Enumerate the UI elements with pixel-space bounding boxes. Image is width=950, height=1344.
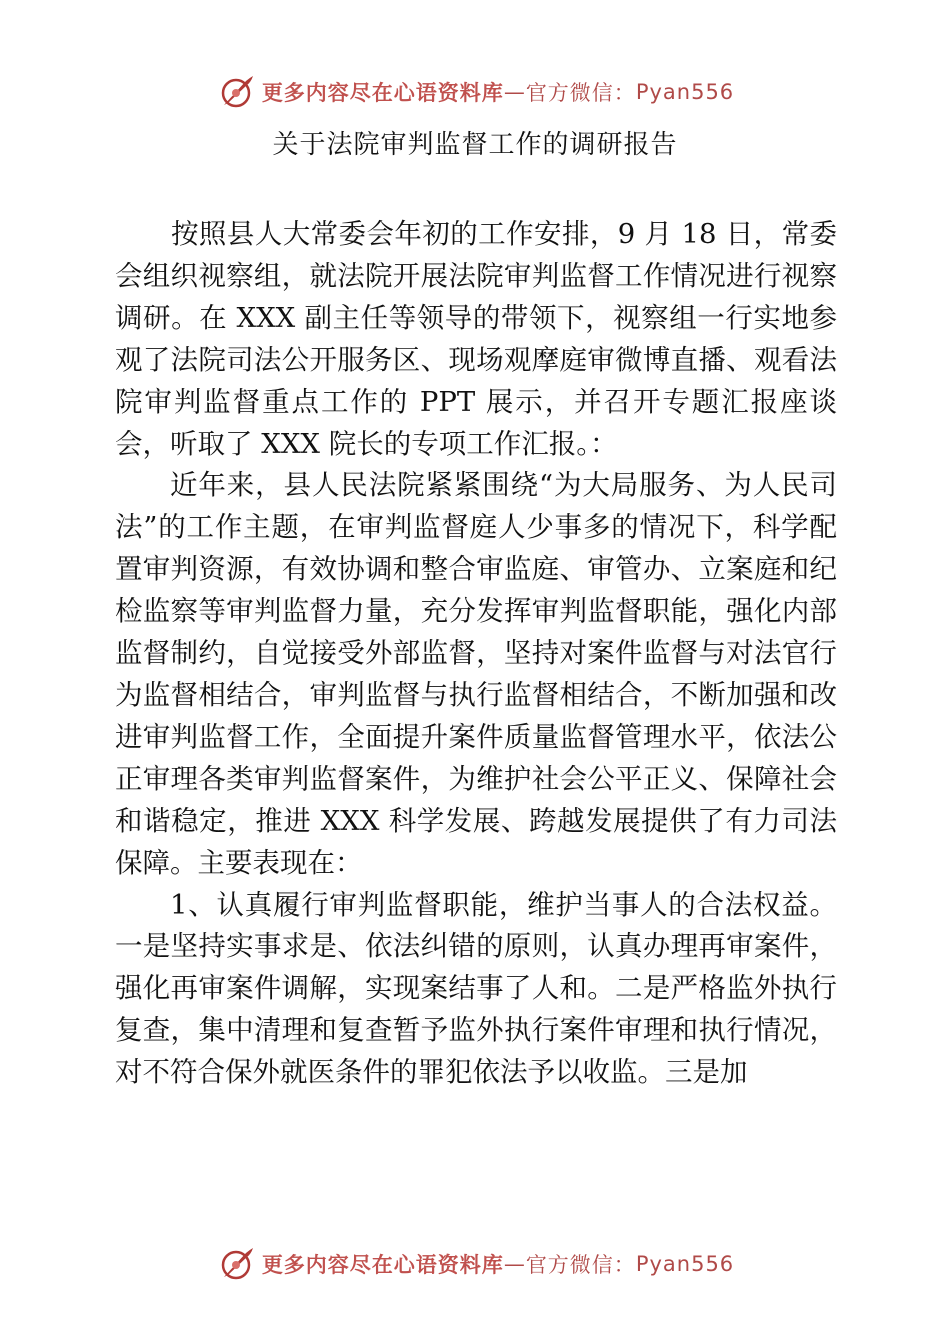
footer-contact-label: 官方微信：: [525, 1253, 636, 1277]
header-contact-label: 官方微信：: [525, 81, 636, 105]
header-contact-id: Pyan556: [635, 80, 735, 104]
paragraph: 按照县人大常委会年初的工作安排，9 月 18 日，常委会组织视察组，就法院开展法院审判监督工作情况进行视察调研。在 XXX 副主任等领导的带领下，视察组一行实地参观了法院司法公开服务区、现场观摩庭审微博直播、观看法院审判监督重点工作的 PPT 展示，并召开专题汇报座谈会，听取了 XXX 院长的专项工作汇报。：: [115, 218, 837, 460]
header-watermark: [0, 70, 950, 114]
footer-site-text: 更多内容尽在心语资料库: [261, 1253, 504, 1277]
header-site-text: 更多内容尽在心语资料库: [261, 81, 504, 105]
document-body: [115, 214, 837, 1094]
footer-dash: —: [503, 1252, 526, 1276]
footer-contact-id: Pyan556: [635, 1252, 735, 1276]
header-dash: —: [503, 80, 526, 104]
footer-watermark: [0, 1242, 950, 1286]
quill-logo-icon: [216, 72, 256, 112]
quill-logo-icon: [216, 1244, 256, 1284]
paragraph: 近年来，县人民法院紧紧围绕“为大局服务、为人民司法”的工作主题，在审判监督庭人少事多的情况下，科学配置审判资源，有效协调和整合审监庭、审管办、立案庭和纪检监察等审判监督力量，充分发挥审判监督职能，强化内部监督制约，自觉接受外部监督，坚持对案件监督与对法官行为监督相结合，审判监督与执行监督相结合，不断加强和改进审判监督工作，全面提升案件质量监督管理水平，依法公正审理各类审判监督案件，为维护社会公平正义、保障社会和谐稳定，推进 XXX 科学发展、跨越发展提供了有力司法保障。主要表现在：: [115, 469, 837, 879]
document-title: 关于法院审判监督工作的调研报告: [272, 130, 678, 160]
paragraph: 1、认真履行审判监督职能，维护当事人的合法权益。一是坚持实事求是、依法纠错的原则，认真办理再审案件，强化再审案件调解，实现案结事了人和。二是严格监外执行复查，集中清理和复查暂予监外执行案件审理和执行情况，对不符合保外就医条件的罪犯依法予以收监。三是加: [115, 888, 837, 1089]
